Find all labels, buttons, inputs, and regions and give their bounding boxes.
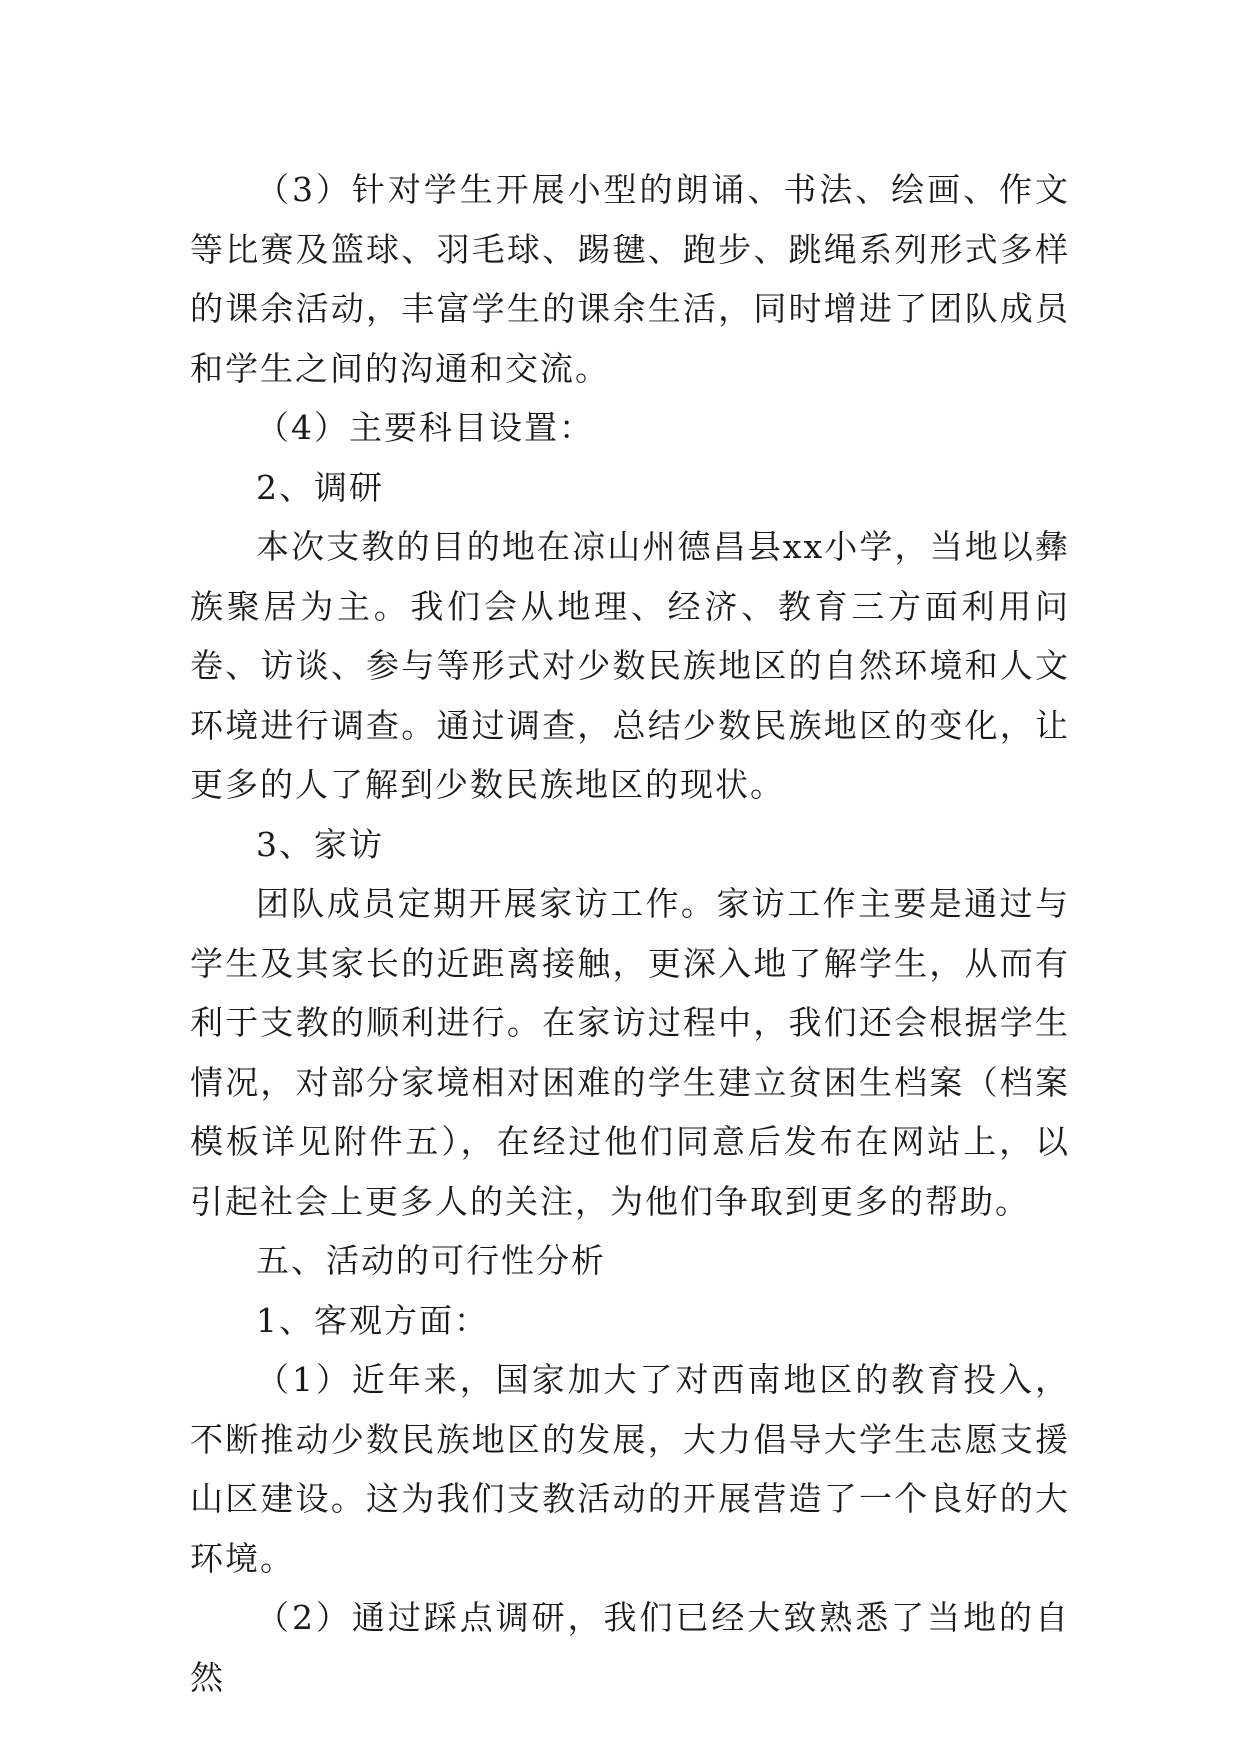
paragraph-subjects: （4）主要科目设置： [256,408,594,447]
paragraph-home-visit: 团队成员定期开展家访工作。家访工作主要是通过与学生及其家长的近距离接触，更深入地了解学生，从而有利于支教的顺利进行。在家访过程中，我们还会根据学生情况，对部分家境相对困难的学生建立贫困生档案（档案模板详见附件五），在经过他们同意后发布在网站上，以引起社会上更多人的关注，为他们争取到更多的帮助。 [190,884,1070,1221]
section-heading-feasibility: 五、活动的可行性分析 [256,1241,606,1280]
section-heading-home-visit: 3、家访 [256,824,384,864]
paragraph-activities: （3）针对学生开展小型的朗诵、书法、绘画、作文等比赛及篮球、羽毛球、踢毽、跑步、跳绳系列形式多样的课余活动，丰富学生的课余生活，同时增进了团队成员和学生之间的沟通和交流。 [190,170,1070,388]
section-heading-research: 2、调研 [256,467,384,507]
paragraph-research: 本次支教的目的地在凉山州德昌县xx小学，当地以彝族聚居为主。我们会从地理、经济、教育三方面利用问卷、访谈、参与等形式对少数民族地区的自然环境和人文环境进行调查。通过调查，总结少数民族地区的变化，让更多的人了解到少数民族地区的现状。 [190,527,1070,804]
paragraph-objective-2: （2）通过踩点调研，我们已经大致熟悉了当地的自然 [190,1598,1070,1697]
subsection-heading-objective: 1、客观方面： [256,1300,489,1340]
paragraph-objective-1: （1）近年来，国家加大了对西南地区的教育投入，不断推动少数民族地区的发展，大力倡导大学生志愿支援山区建设。这为我们支教活动的开展营造了一个良好的大环境。 [190,1360,1070,1578]
document-body [190,160,1070,1707]
